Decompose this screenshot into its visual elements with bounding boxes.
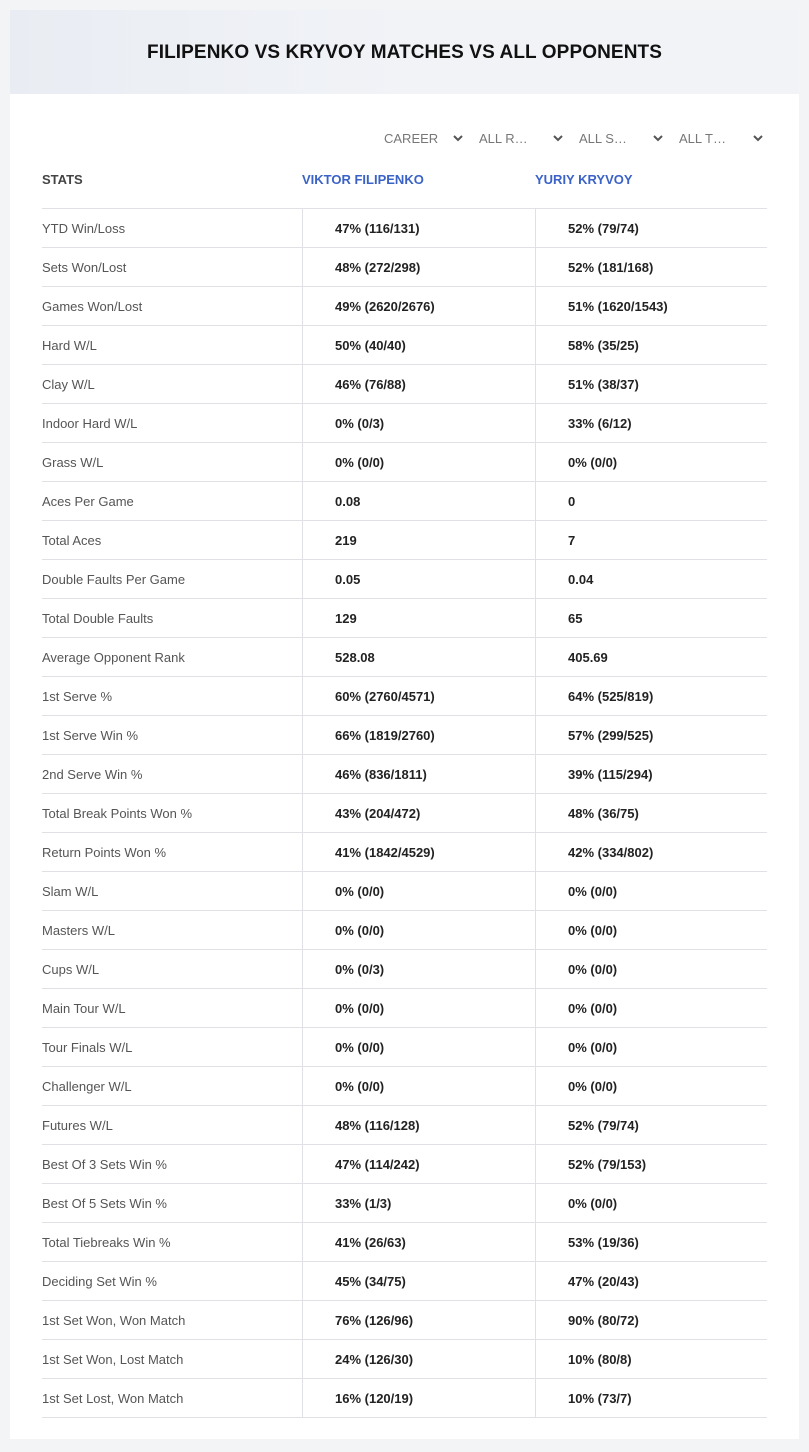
player1-value: 0% (0/0): [302, 872, 535, 910]
page-title: FILIPENKO VS KRYVOY MATCHES VS ALL OPPONENTS: [146, 42, 662, 63]
stat-label: Challenger W/L: [42, 1078, 132, 1094]
player2-value: 65: [535, 599, 767, 637]
stat-label: Tour Finals W/L: [42, 1039, 133, 1055]
stat-label: Cups W/L: [42, 961, 100, 977]
player2-value: 33% (6/12): [535, 404, 767, 442]
player2-value: 10% (73/7): [535, 1379, 767, 1417]
stat-label: Total Break Points Won %: [42, 805, 193, 821]
table-row: [42, 638, 767, 677]
table-row: [42, 404, 767, 443]
table-row: [42, 716, 767, 755]
table-row: [42, 599, 767, 638]
player1-value: 41% (1842/4529): [302, 833, 535, 871]
surfaces-select[interactable]: [579, 128, 664, 148]
chevron-down-icon: [552, 132, 564, 144]
player2-value: 42% (334/802): [535, 833, 767, 871]
rounds-select[interactable]: [479, 128, 564, 148]
chevron-down-icon: [652, 132, 664, 144]
stat-label: 1st Set Won, Won Match: [42, 1312, 186, 1328]
stat-label: Double Faults Per Game: [42, 571, 186, 587]
stat-label: Futures W/L: [42, 1117, 113, 1133]
stat-label: Total Double Faults: [42, 610, 154, 626]
table-row: [42, 1106, 767, 1145]
table-row: [42, 1067, 767, 1106]
player2-value: 90% (80/72): [535, 1301, 767, 1339]
table-row: [42, 365, 767, 404]
stat-label: Aces Per Game: [42, 493, 134, 509]
table-row: [42, 1262, 767, 1301]
player2-value: 0% (0/0): [535, 911, 767, 949]
stat-label: Best Of 5 Sets Win %: [42, 1195, 167, 1211]
player1-value: 46% (836/1811): [302, 755, 535, 793]
tournaments-select-value: ALL T…: [679, 130, 726, 146]
stat-label: 1st Set Lost, Won Match: [42, 1390, 184, 1406]
stat-label: Main Tour W/L: [42, 1000, 126, 1016]
player1-value: 16% (120/19): [302, 1379, 535, 1417]
player2-value: 10% (80/8): [535, 1340, 767, 1378]
table-row: [42, 287, 767, 326]
player1-value: 47% (116/131): [302, 209, 535, 247]
player2-value: 0% (0/0): [535, 950, 767, 988]
player2-value: 51% (38/37): [535, 365, 767, 403]
player1-value: 45% (34/75): [302, 1262, 535, 1300]
player2-value: 53% (19/36): [535, 1223, 767, 1261]
player1-value: 46% (76/88): [302, 365, 535, 403]
stat-label: 2nd Serve Win %: [42, 766, 143, 782]
stat-label: YTD Win/Loss: [42, 220, 126, 236]
player1-value: 0.05: [302, 560, 535, 598]
player1-value: 0% (0/0): [302, 443, 535, 481]
table-row: [42, 872, 767, 911]
player1-value: 66% (1819/2760): [302, 716, 535, 754]
table-row: [42, 1379, 767, 1418]
player2-value: 0% (0/0): [535, 989, 767, 1027]
player1-value: 24% (126/30): [302, 1340, 535, 1378]
stat-label: Grass W/L: [42, 454, 104, 470]
player2-value: 0% (0/0): [535, 1028, 767, 1066]
period-select-value: CAREER: [384, 130, 439, 146]
player1-value: 0% (0/3): [302, 950, 535, 988]
table-row: [42, 833, 767, 872]
table-row: [42, 482, 767, 521]
player2-value: 51% (1620/1543): [535, 287, 767, 325]
stats-card: [10, 10, 799, 1439]
player1-value: 47% (114/242): [302, 1145, 535, 1183]
table-row: [42, 794, 767, 833]
stat-label: Total Aces: [42, 532, 102, 548]
table-row: [42, 950, 767, 989]
player1-value: 528.08: [302, 638, 535, 676]
filter-bar: [10, 128, 799, 148]
stat-label: Total Tiebreaks Win %: [42, 1234, 171, 1250]
player1-value: 0% (0/3): [302, 404, 535, 442]
stat-label: 1st Set Won, Lost Match: [42, 1351, 184, 1367]
stat-label: Indoor Hard W/L: [42, 415, 138, 431]
stat-label: 1st Serve Win %: [42, 727, 139, 743]
column-header-player1-link[interactable]: VIKTOR FILIPENKO: [302, 172, 424, 187]
player1-value: 0% (0/0): [302, 1067, 535, 1105]
stat-label: Return Points Won %: [42, 844, 167, 860]
player1-value: 43% (204/472): [302, 794, 535, 832]
player2-value: 0% (0/0): [535, 1067, 767, 1105]
player1-value: 48% (272/298): [302, 248, 535, 286]
player2-value: 52% (79/74): [535, 209, 767, 247]
stat-label: 1st Serve %: [42, 688, 113, 704]
player1-value: 76% (126/96): [302, 1301, 535, 1339]
player2-value: 405.69: [535, 638, 767, 676]
player1-value: 48% (116/128): [302, 1106, 535, 1144]
chevron-down-icon: [452, 132, 464, 144]
page-header: [10, 10, 799, 94]
table-row: [42, 1145, 767, 1184]
table-row: [42, 326, 767, 365]
table-row: [42, 560, 767, 599]
player1-value: 0.08: [302, 482, 535, 520]
player1-value: 0% (0/0): [302, 911, 535, 949]
stat-label: Average Opponent Rank: [42, 649, 185, 665]
player2-value: 0% (0/0): [535, 443, 767, 481]
period-select[interactable]: [384, 128, 464, 148]
player2-value: 7: [535, 521, 767, 559]
player2-value: 0.04: [535, 560, 767, 598]
player2-value: 39% (115/294): [535, 755, 767, 793]
column-header-stats: STATS: [42, 172, 83, 187]
table-row: [42, 248, 767, 287]
player2-value: 64% (525/819): [535, 677, 767, 715]
stat-label: Hard W/L: [42, 337, 97, 353]
player2-value: 52% (79/153): [535, 1145, 767, 1183]
player1-value: 33% (1/3): [302, 1184, 535, 1222]
table-row: [42, 1184, 767, 1223]
stat-label: Masters W/L: [42, 922, 115, 938]
stat-label: Deciding Set Win %: [42, 1273, 157, 1289]
player2-value: 57% (299/525): [535, 716, 767, 754]
table-row: [42, 1340, 767, 1379]
chevron-down-icon: [752, 132, 764, 144]
column-header-player2-link[interactable]: YURIY KRYVOY: [535, 172, 633, 187]
player2-value: 52% (181/168): [535, 248, 767, 286]
table-row: [42, 1028, 767, 1067]
table-row: [42, 755, 767, 794]
player2-value: 47% (20/43): [535, 1262, 767, 1300]
stat-label: Clay W/L: [42, 376, 95, 392]
table-row: [42, 443, 767, 482]
stat-label: Games Won/Lost: [42, 298, 143, 314]
tournaments-select[interactable]: [679, 128, 764, 148]
player1-value: 0% (0/0): [302, 989, 535, 1027]
player1-value: 60% (2760/4571): [302, 677, 535, 715]
player1-value: 50% (40/40): [302, 326, 535, 364]
player1-value: 0% (0/0): [302, 1028, 535, 1066]
player2-value: 52% (79/74): [535, 1106, 767, 1144]
stats-table: [42, 208, 767, 1418]
stat-label: Best Of 3 Sets Win %: [42, 1156, 167, 1172]
stat-label: Slam W/L: [42, 883, 99, 899]
table-row: [42, 677, 767, 716]
player1-value: 49% (2620/2676): [302, 287, 535, 325]
player2-value: 0% (0/0): [535, 872, 767, 910]
player2-value: 48% (36/75): [535, 794, 767, 832]
table-row: [42, 209, 767, 248]
player1-value: 129: [302, 599, 535, 637]
table-row: [42, 989, 767, 1028]
table-row: [42, 1223, 767, 1262]
stat-label: Sets Won/Lost: [42, 259, 127, 275]
rounds-select-value: ALL R…: [479, 130, 528, 146]
player1-value: 219: [302, 521, 535, 559]
player2-value: 0: [535, 482, 767, 520]
table-row: [42, 521, 767, 560]
player2-value: 0% (0/0): [535, 1184, 767, 1222]
player2-value: 58% (35/25): [535, 326, 767, 364]
table-row: [42, 911, 767, 950]
table-row: [42, 1301, 767, 1340]
player1-value: 41% (26/63): [302, 1223, 535, 1261]
surfaces-select-value: ALL S…: [579, 130, 627, 146]
